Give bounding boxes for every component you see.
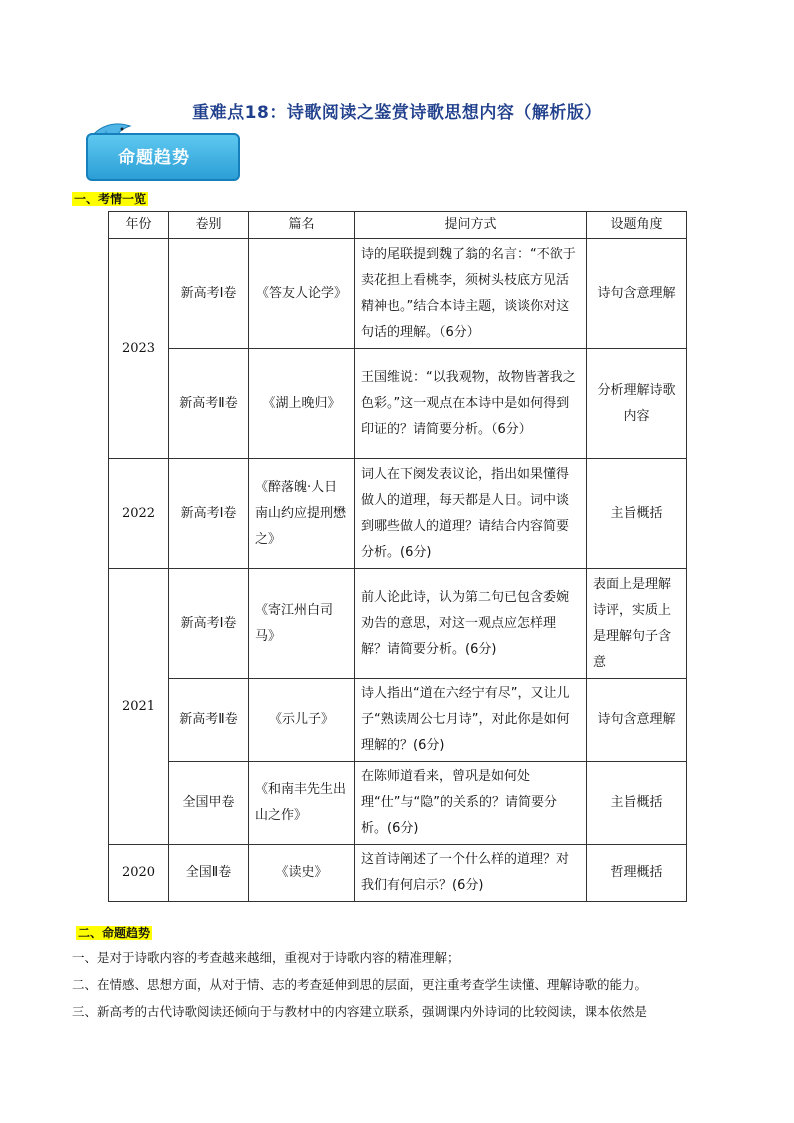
header-question: 提问方式 [355, 212, 587, 239]
table-row [109, 349, 687, 459]
angle-cell: 主旨概括 [587, 762, 687, 845]
poem-title-cell: 《读史》 [249, 845, 355, 902]
angle-cell: 哲理概括 [587, 845, 687, 902]
year-cell: 2020 [109, 845, 169, 902]
paper-cell: 全国Ⅱ卷 [169, 845, 249, 902]
year-cell: 2023 [109, 239, 169, 459]
question-cell: 词人在下阕发表议论，指出如果懂得做人的道理，每天都是人日。词中谈到哪些做人的道理？请结合内容简要分析。(6分) [355, 459, 587, 569]
poem-title-cell: 《湖上晚归》 [249, 349, 355, 459]
table-row [109, 459, 687, 569]
page-title: 重难点18：诗歌阅读之鉴赏诗歌思想内容（解析版） [192, 103, 602, 123]
exam-table [108, 211, 687, 902]
paper-cell: 新高考Ⅱ卷 [169, 349, 249, 459]
poem-title-cell: 《和南丰先生出山之作》 [249, 762, 355, 845]
section-heading-1 [72, 190, 148, 207]
question-cell: 前人论此诗，认为第二句已包含委婉劝告的意思，对这一观点应怎样理解？请简要分析。(6分) [355, 569, 587, 679]
header-title: 篇名 [249, 212, 355, 239]
table-row [109, 845, 687, 902]
poem-title-cell: 《寄江州白司马》 [249, 569, 355, 679]
section-heading-2 [76, 924, 152, 941]
table-header-row [109, 212, 687, 239]
angle-cell: 表面上是理解诗评，实质上是理解句子含意 [587, 569, 687, 679]
table-row [109, 239, 687, 349]
angle-cell: 分析理解诗歌内容 [587, 349, 687, 459]
header-year: 年份 [109, 212, 169, 239]
table-row [109, 679, 687, 762]
header-paper: 卷别 [169, 212, 249, 239]
poem-title-cell: 《示儿子》 [249, 679, 355, 762]
poem-title-cell: 《答友人论学》 [249, 239, 355, 349]
poem-title-cell: 《醉落魄·人日南山约应提刑懋之》 [249, 459, 355, 569]
paper-cell: 新高考Ⅰ卷 [169, 569, 249, 679]
angle-cell: 诗句含意理解 [587, 679, 687, 762]
section-heading-2-text: 二、命题趋势 [78, 926, 151, 940]
year-cell: 2022 [109, 459, 169, 569]
trend-item-2: 二、在情感、思想方面，从对于情、志的考查延伸到思的层面，更注重考查学生读懂、理解诗歌的能力。 [72, 977, 648, 992]
question-cell: 王国维说：“以我观物，故物皆著我之色彩。”这一观点在本诗中是如何得到印证的？请简要分析。（6分） [355, 349, 587, 459]
question-cell: 在陈师道看来，曾巩是如何处理“仕”与“隐”的关系的？请简要分析。(6分) [355, 762, 587, 845]
question-cell: 诗的尾联提到魏了翁的名言：“不欲于卖花担上看桃李，须树头枝底方见活精神也。”结合本诗主题，谈谈你对这句话的理解。（6分） [355, 239, 587, 349]
header-angle: 设题角度 [587, 212, 687, 239]
paper-cell: 新高考Ⅰ卷 [169, 459, 249, 569]
table-row [109, 762, 687, 845]
topic-badge [82, 116, 242, 184]
paper-cell: 新高考Ⅰ卷 [169, 239, 249, 349]
angle-cell: 诗句含意理解 [587, 239, 687, 349]
paper-cell: 全国甲卷 [169, 762, 249, 845]
badge-label: 命题趋势 [118, 148, 190, 168]
angle-cell: 主旨概括 [587, 459, 687, 569]
year-cell: 2021 [109, 569, 169, 845]
trend-item-3: 三、新高考的古代诗歌阅读还倾向于与教材中的内容建立联系，强调课内外诗词的比较阅读，课本依然是 [72, 1004, 648, 1019]
question-cell: 诗人指出“道在六经宁有尽”，又让儿子“熟读周公七月诗”，对此你是如何理解的？(6分) [355, 679, 587, 762]
paper-cell: 新高考Ⅱ卷 [169, 679, 249, 762]
table-row [109, 569, 687, 679]
question-cell: 这首诗阐述了一个什么样的道理？对我们有何启示？(6分) [355, 845, 587, 902]
section-heading-1-text: 一、考情一览 [74, 192, 147, 206]
trend-item-1: 一、是对于诗歌内容的考查越来越细，重视对于诗歌内容的精准理解； [72, 950, 460, 965]
